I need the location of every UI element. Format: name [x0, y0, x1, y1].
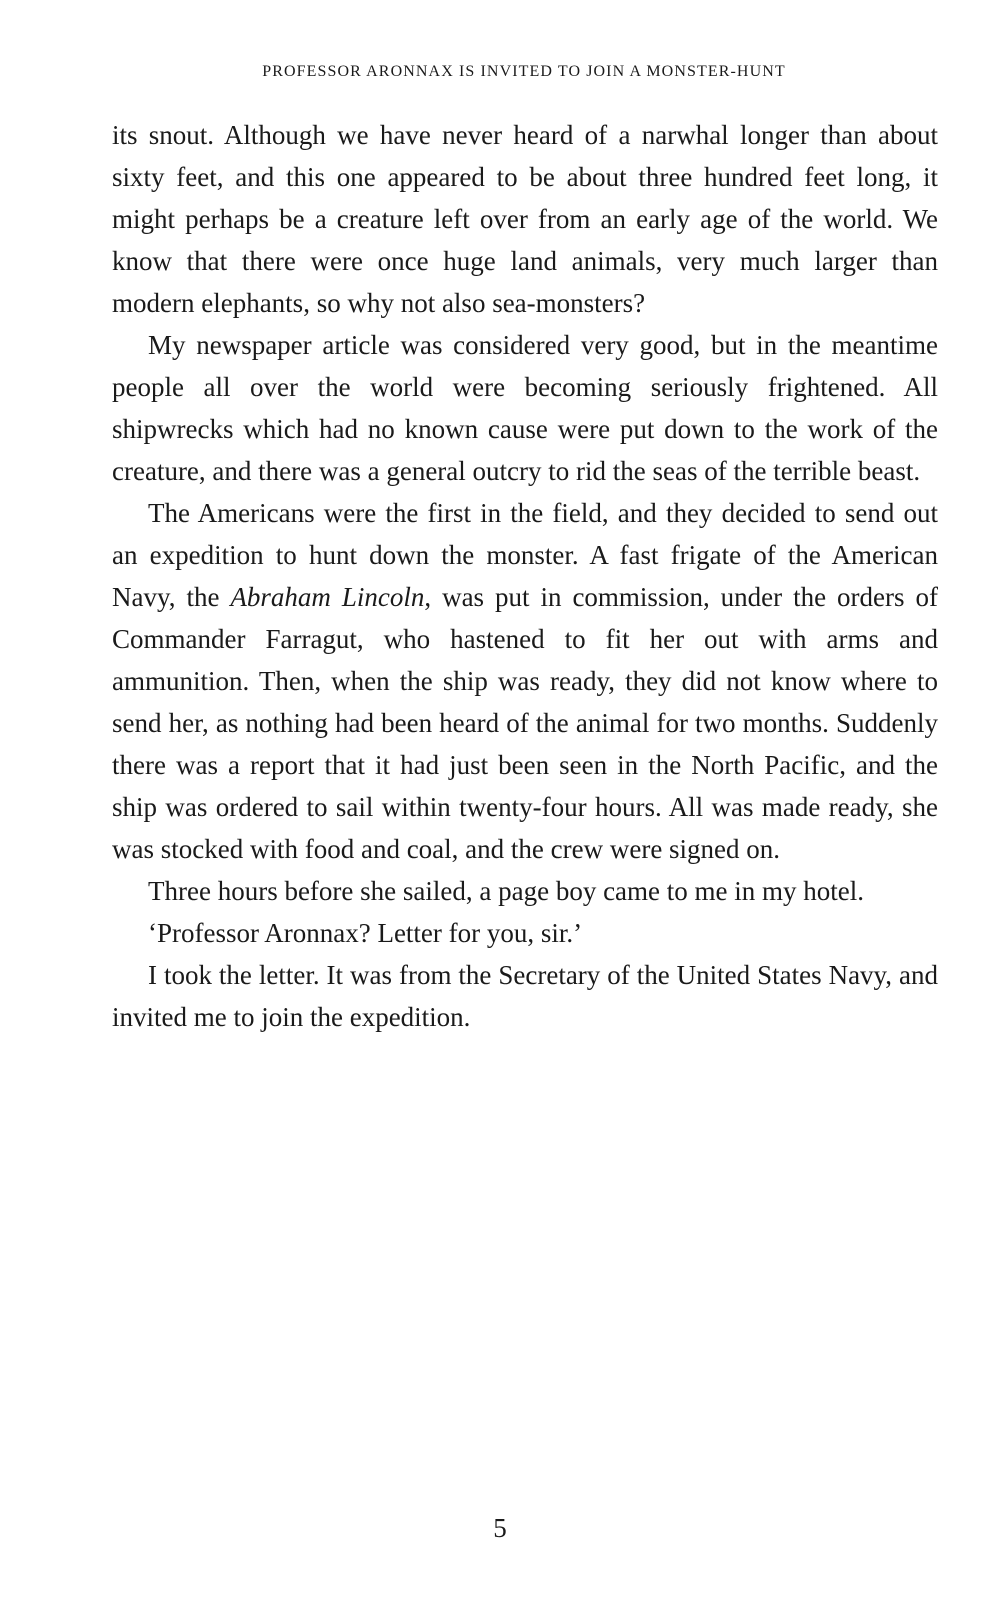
paragraph-1: its snout. Although we have never heard of a narwhal longer than about sixty feet, and this one appeared to be about three hundred feet long, it might perhaps be a creature left over from an early age of the world. We know that there were once huge land animals, very much larger than modern elephants, so why not also sea-monsters?	[112, 120, 938, 318]
paragraph-5-dialogue: ‘Professor Aronnax? Letter for you, sir.’	[148, 918, 583, 948]
ship-name: Abraham Lincoln	[230, 582, 425, 612]
paragraph-6: I took the letter. It was from the Secretary of the United States Navy, and invited me to join the expedition.	[112, 960, 938, 1032]
running-header: PROFESSOR ARONNAX IS INVITED TO JOIN A MONSTER-HUNT	[262, 63, 786, 80]
paragraph-3	[112, 492, 938, 870]
body-text	[112, 114, 938, 1038]
page-number: 5	[493, 1513, 507, 1543]
paragraph-3-part-1: The Americans were the first in the field, and they decided to send out an expedition to hunt down the monster. A fast frigate of the American Navy, the	[112, 498, 938, 612]
paragraph-3-part-2: , was put in commission, under the orders of Commander Farragut, who hastened to fit her out with arms and ammunition. Then, when the ship was ready, they did not know where to send her, as nothing had been heard of the animal for two months. Suddenly there was a report that it had just been seen in the North Pacific, and the ship was ordered to sail within twenty-four hours. All was made ready, she was stocked with food and coal, and the crew were signed on.	[112, 582, 938, 864]
paragraph-4: Three hours before she sailed, a page boy came to me in my hotel.	[148, 876, 865, 906]
paragraph-2: My newspaper article was considered very good, but in the meantime people all over the world were becoming seriously frightened. All shipwrecks which had no known cause were put down to the work of the creature, and there was a general outcry to rid the seas of the terrible beast.	[112, 330, 938, 486]
